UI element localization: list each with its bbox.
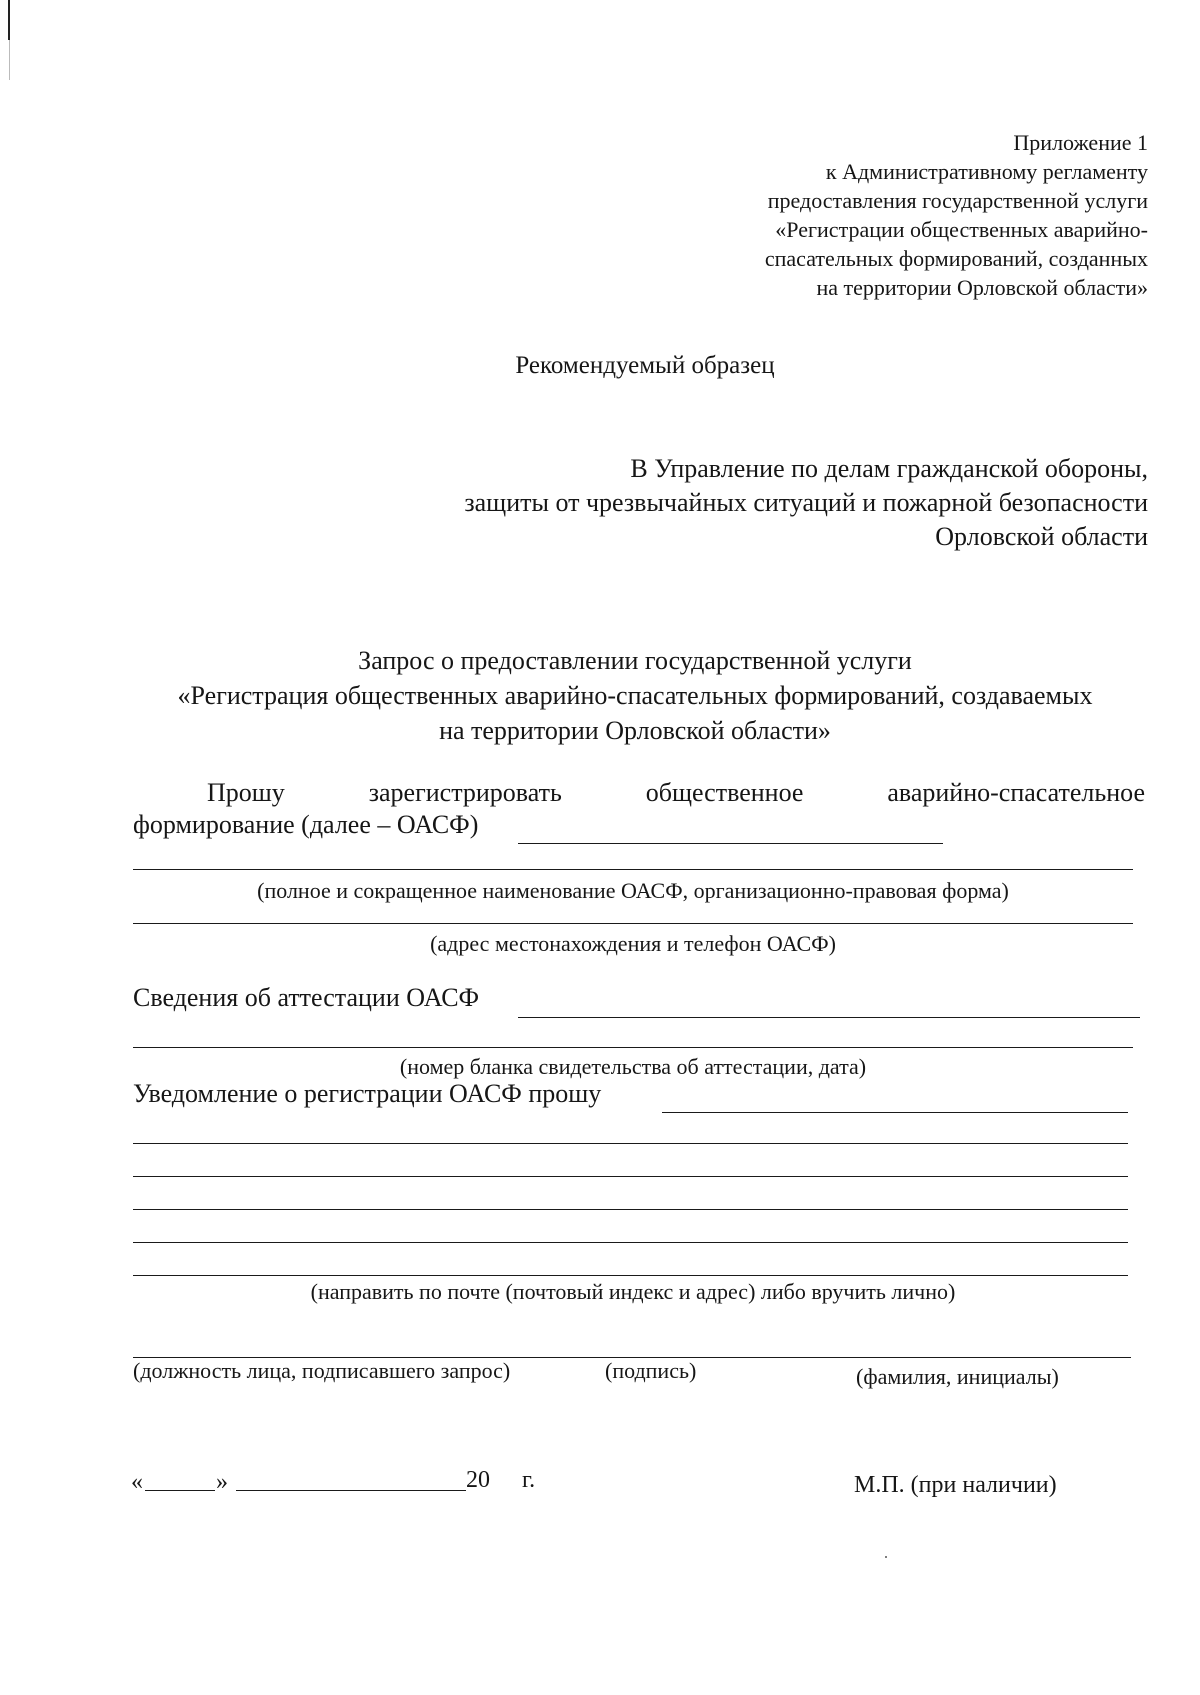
date-open-quote: « bbox=[131, 1469, 143, 1495]
request-word: зарегистрировать bbox=[368, 778, 562, 807]
attestation-label: Сведения об аттестации ОАСФ bbox=[133, 983, 480, 1012]
appendix-line: «Регистрации общественных аварийно- bbox=[775, 217, 1148, 242]
request-title-line: Запрос о предоставлении государственной услуги bbox=[358, 646, 912, 675]
request-title-line: «Регистрация общественных аварийно-спасательных формирований, создаваемых bbox=[177, 681, 1093, 710]
scan-edge-mark-faint bbox=[9, 40, 10, 80]
appendix-line: Приложение 1 bbox=[1013, 130, 1148, 155]
month-fill-line[interactable] bbox=[236, 1490, 466, 1491]
attestation-fill-line-2[interactable] bbox=[133, 1047, 1133, 1048]
sample-label: Рекомендуемый образец bbox=[515, 352, 775, 379]
appendix-line: спасательных формирований, созданных bbox=[764, 246, 1148, 271]
addressee-line: В Управление по делам гражданской обороны, bbox=[630, 454, 1148, 483]
ascf-fill-line[interactable] bbox=[518, 843, 943, 844]
scan-edge-mark bbox=[8, 0, 10, 40]
ascf-name-fill-line[interactable] bbox=[133, 869, 1133, 870]
request-word: аварийно-спасательное bbox=[887, 778, 1145, 807]
appendix-header bbox=[765, 128, 1148, 302]
day-fill-line[interactable] bbox=[145, 1490, 215, 1491]
request-title bbox=[130, 643, 1140, 748]
appendix-line: на территории Орловской области» bbox=[816, 275, 1148, 300]
request-sentence-line1 bbox=[207, 778, 1145, 808]
notification-fill-line[interactable] bbox=[662, 1112, 1128, 1113]
hint-attestation: (номер бланка свидетельства об аттестации, дата) bbox=[399, 1054, 867, 1079]
notification-fill-line-3[interactable] bbox=[133, 1176, 1128, 1177]
notification-label: Уведомление о регистрации ОАСФ прошу bbox=[133, 1079, 602, 1108]
ascf-address-fill-line[interactable] bbox=[133, 923, 1133, 924]
hint-delivery: (направить по почте (почтовый индекс и адрес) либо вручить лично) bbox=[310, 1279, 956, 1304]
notification-fill-line-2[interactable] bbox=[133, 1143, 1128, 1144]
notification-fill-line-4[interactable] bbox=[133, 1209, 1128, 1210]
hint-ascf-name: (полное и сокращенное наименование ОАСФ, организационно-правовая форма) bbox=[257, 878, 1009, 903]
request-title-line: на территории Орловской области» bbox=[439, 716, 831, 745]
hint-ascf-address: (адрес местонахождения и телефон ОАСФ) bbox=[430, 931, 836, 956]
addressee-line: защиты от чрезвычайных ситуаций и пожарной безопасности bbox=[464, 488, 1148, 517]
year-suffix: г. bbox=[522, 1467, 536, 1493]
date-close-quote: » bbox=[216, 1469, 228, 1495]
request-word: общественное bbox=[645, 778, 804, 807]
attestation-fill-line[interactable] bbox=[518, 1017, 1140, 1018]
notification-fill-line-5[interactable] bbox=[133, 1242, 1128, 1243]
request-sentence-line2: формирование (далее – ОАСФ) bbox=[133, 810, 479, 839]
hint-signature: (подпись) bbox=[605, 1358, 697, 1383]
addressee-line: Орловской области bbox=[935, 522, 1148, 551]
hint-position: (должность лица, подписавшего запрос) bbox=[133, 1358, 511, 1383]
stamp-place: М.П. (при наличии) bbox=[854, 1472, 1057, 1498]
addressee-block bbox=[464, 452, 1148, 554]
request-word: Прошу bbox=[207, 778, 285, 807]
appendix-line: к Административному регламенту bbox=[825, 159, 1148, 184]
notification-fill-line-6[interactable] bbox=[133, 1275, 1128, 1276]
year-prefix: 20 bbox=[466, 1467, 490, 1493]
appendix-line: предоставления государственной услуги bbox=[767, 188, 1148, 213]
hint-full-name: (фамилия, инициалы) bbox=[856, 1364, 1059, 1389]
scan-speck bbox=[885, 1556, 887, 1558]
